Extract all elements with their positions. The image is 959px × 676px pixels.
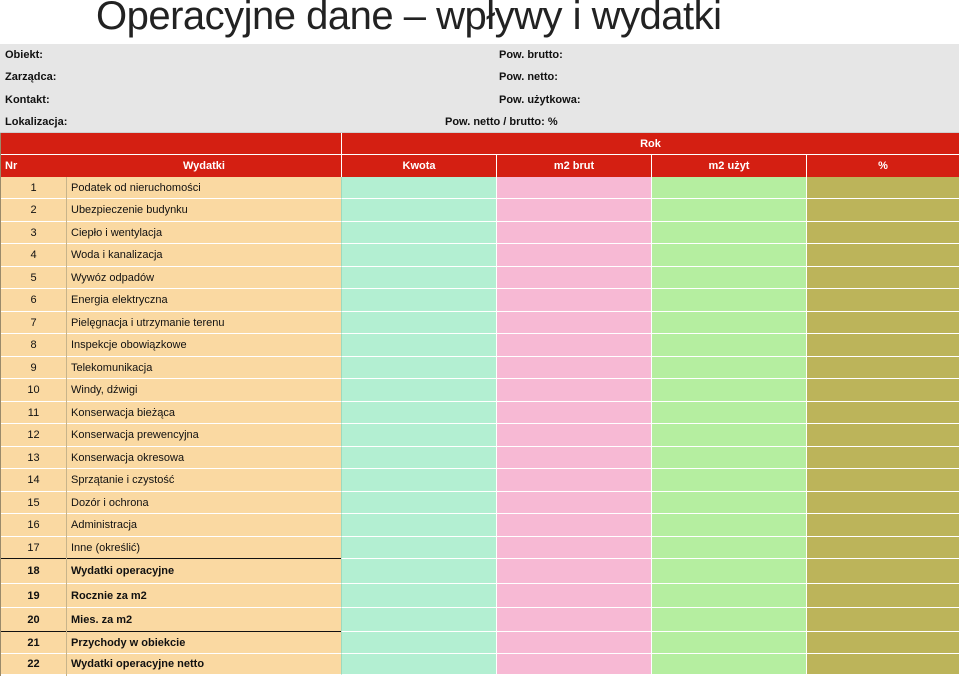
m2-uzyt-cell[interactable] — [651, 357, 806, 379]
m2-brut-cell[interactable] — [496, 402, 651, 424]
percent-cell[interactable] — [806, 357, 959, 379]
table-row — [0, 492, 959, 514]
m2-brut-cell[interactable] — [496, 469, 651, 492]
expense-name: Przychody w obiekcie — [67, 632, 341, 654]
m2-uzyt-cell[interactable] — [651, 267, 806, 289]
row-number: 6 — [0, 289, 67, 312]
row-number: 10 — [0, 379, 67, 402]
table-row — [0, 334, 959, 357]
m2-brut-cell[interactable] — [496, 334, 651, 357]
row-number: 8 — [0, 334, 67, 357]
percent-cell[interactable] — [806, 199, 959, 222]
row-number: 15 — [0, 492, 67, 514]
kwota-cell[interactable] — [341, 447, 496, 469]
row-number: 14 — [0, 469, 67, 492]
m2-uzyt-cell[interactable] — [651, 424, 806, 447]
table-row — [0, 312, 959, 334]
percent-cell[interactable] — [806, 402, 959, 424]
row-number: 11 — [0, 402, 67, 424]
expense-name: Sprzątanie i czystość — [67, 469, 341, 492]
kwota-cell[interactable] — [341, 632, 496, 654]
pow-netto-label: Pow. netto: — [499, 71, 558, 83]
table-row — [0, 447, 959, 469]
m2-uzyt-cell[interactable] — [651, 537, 806, 559]
m2-brut-cell[interactable] — [496, 424, 651, 447]
table-header-year-row — [0, 133, 959, 155]
expenses-table — [0, 133, 959, 676]
table-row — [0, 514, 959, 537]
m2-brut-cell[interactable] — [496, 312, 651, 334]
expense-name: Administracja — [67, 514, 341, 537]
percent-cell[interactable] — [806, 654, 959, 675]
nr-name-divider — [66, 177, 67, 676]
m2-uzyt-cell[interactable] — [651, 312, 806, 334]
row-number: 4 — [0, 244, 67, 267]
expense-name: Wydatki operacyjne — [67, 559, 341, 584]
percent-cell[interactable] — [806, 267, 959, 289]
table-row — [0, 177, 959, 199]
row-number: 12 — [0, 424, 67, 447]
m2-brut-cell[interactable] — [496, 514, 651, 537]
kwota-cell[interactable] — [341, 357, 496, 379]
expense-name: Pielęgnacja i utrzymanie terenu — [67, 312, 341, 334]
m2-brut-cell[interactable] — [496, 447, 651, 469]
kwota-cell[interactable] — [341, 559, 496, 584]
nr-column-header: Nr — [0, 155, 67, 177]
table-row — [0, 267, 959, 289]
pow-ratio-label: Pow. netto / brutto: % — [445, 116, 558, 128]
expense-name: Mies. za m2 — [67, 608, 341, 632]
m2-brut-cell[interactable] — [496, 559, 651, 584]
expense-name: Dozór i ochrona — [67, 492, 341, 514]
m2-brut-cell[interactable] — [496, 267, 651, 289]
percent-cell[interactable] — [806, 222, 959, 244]
kwota-cell[interactable] — [341, 334, 496, 357]
percent-cell[interactable] — [806, 514, 959, 537]
m2-brut-column-header: m2 brut — [496, 155, 651, 177]
kontakt-label: Kontakt: — [5, 94, 50, 106]
property-info-panel — [0, 44, 959, 133]
row-number: 22 — [0, 654, 67, 675]
table-row — [0, 289, 959, 312]
kwota-cell[interactable] — [341, 424, 496, 447]
m2-brut-cell[interactable] — [496, 222, 651, 244]
m2-brut-cell[interactable] — [496, 537, 651, 559]
row-number: 2 — [0, 199, 67, 222]
kwota-cell[interactable] — [341, 244, 496, 267]
percent-cell[interactable] — [806, 424, 959, 447]
table-row — [0, 654, 959, 675]
kwota-cell[interactable] — [341, 289, 496, 312]
table-row — [0, 357, 959, 379]
table-row — [0, 199, 959, 222]
m2-uzyt-cell[interactable] — [651, 379, 806, 402]
expense-name: Wydatki operacyjne netto — [67, 654, 341, 675]
percent-cell[interactable] — [806, 312, 959, 334]
percent-cell[interactable] — [806, 469, 959, 492]
expense-name: Konserwacja bieżąca — [67, 402, 341, 424]
table-row — [0, 424, 959, 447]
row-number: 1 — [0, 177, 67, 199]
expense-name: Telekomunikacja — [67, 357, 341, 379]
expense-name: Inspekcje obowiązkowe — [67, 334, 341, 357]
table-row — [0, 379, 959, 402]
m2-uzyt-cell[interactable] — [651, 334, 806, 357]
kwota-cell[interactable] — [341, 492, 496, 514]
percent-cell[interactable] — [806, 289, 959, 312]
m2-uzyt-cell[interactable] — [651, 584, 806, 608]
kwota-cell[interactable] — [341, 379, 496, 402]
m2-brut-cell[interactable] — [496, 199, 651, 222]
row-number: 7 — [0, 312, 67, 334]
percent-cell[interactable] — [806, 244, 959, 267]
table-left-border — [0, 133, 1, 676]
m2-uzyt-cell[interactable] — [651, 654, 806, 675]
m2-uzyt-cell[interactable] — [651, 514, 806, 537]
expense-name: Podatek od nieruchomości — [67, 177, 341, 199]
percent-column-header: % — [806, 155, 959, 177]
kwota-cell[interactable] — [341, 402, 496, 424]
percent-cell[interactable] — [806, 447, 959, 469]
m2-uzyt-cell[interactable] — [651, 469, 806, 492]
table-header-columns-row — [0, 155, 959, 177]
kwota-cell[interactable] — [341, 199, 496, 222]
m2-brut-cell[interactable] — [496, 492, 651, 514]
m2-uzyt-cell[interactable] — [651, 492, 806, 514]
percent-cell[interactable] — [806, 632, 959, 654]
kwota-cell[interactable] — [341, 469, 496, 492]
zarzadca-label: Zarządca: — [5, 71, 57, 83]
expense-name: Ciepło i wentylacja — [67, 222, 341, 244]
m2-brut-cell[interactable] — [496, 608, 651, 632]
table-row — [0, 559, 959, 584]
row-number: 19 — [0, 584, 67, 608]
lokalizacja-label: Lokalizacja: — [5, 116, 68, 128]
table-row — [0, 402, 959, 424]
kwota-cell[interactable] — [341, 514, 496, 537]
expense-name: Woda i kanalizacja — [67, 244, 341, 267]
percent-cell[interactable] — [806, 492, 959, 514]
row-number: 3 — [0, 222, 67, 244]
expense-name: Windy, dźwigi — [67, 379, 341, 402]
m2-uzyt-cell[interactable] — [651, 559, 806, 584]
percent-cell[interactable] — [806, 334, 959, 357]
pow-uzytkowa-label: Pow. użytkowa: — [499, 94, 581, 106]
kwota-cell[interactable] — [341, 312, 496, 334]
m2-uzyt-cell[interactable] — [651, 222, 806, 244]
kwota-cell[interactable] — [341, 584, 496, 608]
m2-brut-cell[interactable] — [496, 289, 651, 312]
table-row — [0, 222, 959, 244]
kwota-cell[interactable] — [341, 608, 496, 632]
percent-cell[interactable] — [806, 608, 959, 632]
m2-brut-cell[interactable] — [496, 379, 651, 402]
expense-name: Energia elektryczna — [67, 289, 341, 312]
kwota-column-header: Kwota — [341, 155, 496, 177]
table-row — [0, 537, 959, 559]
row-number: 17 — [0, 537, 67, 559]
m2-brut-cell[interactable] — [496, 244, 651, 267]
kwota-cell[interactable] — [341, 222, 496, 244]
m2-uzyt-column-header: m2 użyt — [651, 155, 806, 177]
row-number: 21 — [0, 632, 67, 654]
percent-cell[interactable] — [806, 177, 959, 199]
percent-cell[interactable] — [806, 559, 959, 584]
header-blank-cell — [0, 133, 341, 155]
m2-brut-cell[interactable] — [496, 654, 651, 675]
m2-uzyt-cell[interactable] — [651, 608, 806, 632]
row-number: 9 — [0, 357, 67, 379]
percent-cell[interactable] — [806, 379, 959, 402]
expense-name: Wywóz odpadów — [67, 267, 341, 289]
row-number: 18 — [0, 559, 67, 584]
year-header: Rok — [341, 133, 959, 155]
table-row — [0, 632, 959, 654]
m2-uzyt-cell[interactable] — [651, 244, 806, 267]
m2-uzyt-cell[interactable] — [651, 177, 806, 199]
row-number: 16 — [0, 514, 67, 537]
m2-brut-cell[interactable] — [496, 584, 651, 608]
percent-cell[interactable] — [806, 584, 959, 608]
expense-name: Konserwacja prewencyjna — [67, 424, 341, 447]
row-number: 20 — [0, 608, 67, 632]
expense-name: Ubezpieczenie budynku — [67, 199, 341, 222]
kwota-cell[interactable] — [341, 537, 496, 559]
m2-uzyt-cell[interactable] — [651, 632, 806, 654]
obiekt-label: Obiekt: — [5, 49, 43, 61]
kwota-cell[interactable] — [341, 654, 496, 675]
m2-brut-cell[interactable] — [496, 632, 651, 654]
table-row — [0, 608, 959, 632]
m2-uzyt-cell[interactable] — [651, 402, 806, 424]
row-number: 5 — [0, 267, 67, 289]
wydatki-column-header: Wydatki — [67, 155, 341, 177]
kwota-cell[interactable] — [341, 177, 496, 199]
percent-cell[interactable] — [806, 537, 959, 559]
m2-uzyt-cell[interactable] — [651, 289, 806, 312]
m2-brut-cell[interactable] — [496, 357, 651, 379]
table-row — [0, 244, 959, 267]
table-row — [0, 469, 959, 492]
pow-brutto-label: Pow. brutto: — [499, 49, 563, 61]
m2-brut-cell[interactable] — [496, 177, 651, 199]
expense-name: Rocznie za m2 — [67, 584, 341, 608]
page-title: Operacyjne dane – wpływy i wydatki — [96, 0, 722, 38]
expense-name: Inne (określić) — [67, 537, 341, 559]
m2-uzyt-cell[interactable] — [651, 199, 806, 222]
table-row — [0, 584, 959, 608]
kwota-cell[interactable] — [341, 267, 496, 289]
row-number: 13 — [0, 447, 67, 469]
m2-uzyt-cell[interactable] — [651, 447, 806, 469]
expense-name: Konserwacja okresowa — [67, 447, 341, 469]
